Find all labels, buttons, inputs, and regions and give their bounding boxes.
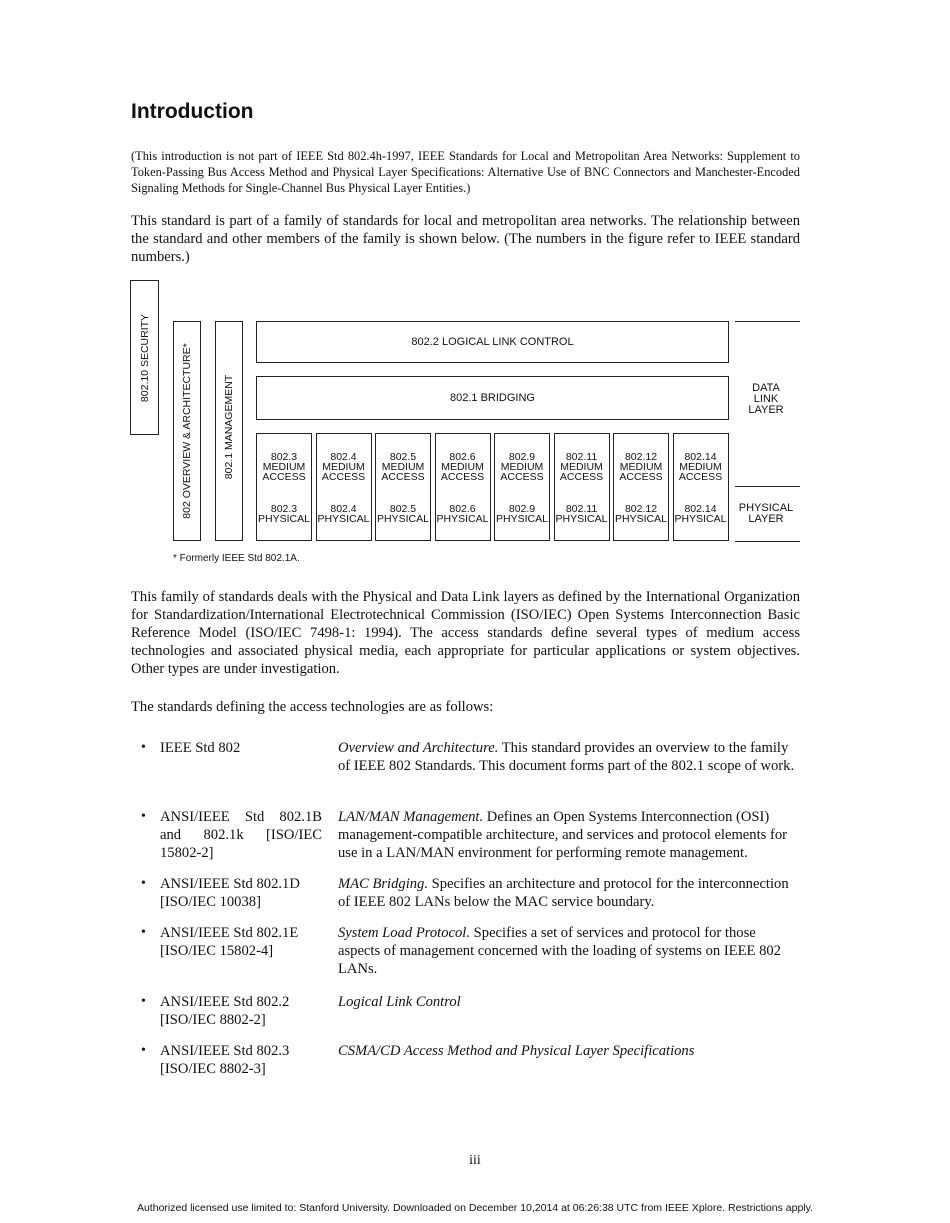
mac-number: 802.5 <box>389 451 417 463</box>
page-number: iii <box>469 1153 481 1168</box>
standard-column <box>613 433 669 541</box>
intro-note: (This introduction is not part of IEEE Std 802.4h-1997, IEEE Standards for Local and Metropolitan Area Networks: Supplement to Token-Passing Bus Access Method and Physical Layer Specifications: Alternative Use of BNC Connectors and Manchester-Encoded Signaling Methods for Single-Channel Bus Physical Layer Entities.) <box>131 149 800 195</box>
mac-number: 802.4 <box>330 451 357 463</box>
llc-box <box>256 321 729 363</box>
mac-label: MEDIUM <box>441 461 484 473</box>
llc-label: 802.2 LOGICAL LINK CONTROL <box>411 336 574 348</box>
bullet: • <box>141 925 146 940</box>
bullet: • <box>141 1043 146 1058</box>
mac-label: ACCESS <box>559 471 604 483</box>
standard-name: ANSI/IEEE Std 802.1B and 802.1k [ISO/IEC 15802-2] <box>160 809 322 861</box>
mac-number: 802.11 <box>565 451 598 463</box>
mac-label: ACCESS <box>678 471 723 483</box>
phy-number: 802.14 <box>684 503 717 515</box>
management-label: 802.1 MANAGEMENT <box>223 374 235 479</box>
follows-paragraph: The standards defining the access technologies are as follows: <box>131 699 494 715</box>
mac-label: ACCESS <box>321 471 366 483</box>
standard-description: Logical Link Control <box>338 994 461 1010</box>
bullet: • <box>141 994 146 1009</box>
phy-label: PHYSICAL <box>377 513 429 525</box>
security-label: 802.10 SECURITY <box>138 313 151 402</box>
standard-description: System Load Protocol. Specifies a set of services and protocol for those aspects of management concerned with the loading of systems on IEEE 802 LANs. <box>338 925 781 977</box>
mac-number: 802.12 <box>624 451 658 463</box>
mac-label: MEDIUM <box>619 461 663 473</box>
deals-paragraph: This family of standards deals with the Physical and Data Link layers as defined by the International Organization for Standardization/International Electrotechnical Commission (ISO/IEC) Open Systems Interconnection Basic Reference Model (ISO/IEC 7498-1: 1994). The access standards define several types of medium access technologies and associated physical media, each appropriate for particular applications or system objectives. Other types are under investigation. <box>131 589 800 677</box>
security-box <box>130 280 159 435</box>
physical-layer-line: PHYSICAL <box>738 502 794 514</box>
phy-label: PHYSICAL <box>615 513 667 525</box>
mac-number: 802.3 <box>270 451 298 463</box>
standard-name: ANSI/IEEE Std 802.2 [ISO/IEC 8802-2] <box>160 994 290 1028</box>
layer-divider-top <box>735 321 800 322</box>
mac-number: 802.14 <box>684 451 717 463</box>
phy-number: 802.11 <box>565 503 598 515</box>
mac-label: MEDIUM <box>560 461 603 473</box>
phy-label: PHYSICAL <box>496 513 548 525</box>
mac-label: ACCESS <box>440 471 485 483</box>
mac-label: MEDIUM <box>381 461 425 473</box>
data-link-layer-line: DATA <box>752 382 780 394</box>
ieee-802-family-diagram <box>0 0 950 600</box>
layer-divider-bottom <box>735 541 800 542</box>
mac-label: ACCESS <box>500 471 544 483</box>
physical-layer-line: LAYER <box>748 513 784 525</box>
mac-number: 802.6 <box>449 451 476 463</box>
bridging-label: 802.1 BRIDGING <box>450 392 535 404</box>
layer-divider-middle <box>735 486 800 487</box>
phy-label: PHYSICAL <box>674 513 727 525</box>
data-link-layer-line: LINK <box>753 393 779 405</box>
data-link-layer-line: LAYER <box>748 404 784 416</box>
phy-number: 802.5 <box>389 503 417 515</box>
bullet: • <box>141 740 146 755</box>
mac-label: MEDIUM <box>500 461 544 473</box>
standard-name: ANSI/IEEE Std 802.1E [ISO/IEC 15802-4] <box>160 925 299 959</box>
bullet: • <box>141 809 146 824</box>
phy-number: 802.12 <box>624 503 658 515</box>
phy-number: 802.6 <box>449 503 476 515</box>
phy-label: PHYSICAL <box>555 513 608 525</box>
phy-label: PHYSICAL <box>317 513 370 525</box>
mac-label: ACCESS <box>619 471 663 483</box>
diagram-footnote: * Formerly IEEE Std 802.1A. <box>173 553 300 564</box>
standard-description: LAN/MAN Management. Defines an Open Systems Interconnection (OSI) management-compatible architecture, and services and protocol elements for use in a LAN/MAN environment for performing remote management. <box>338 809 787 861</box>
overview-box <box>173 321 201 541</box>
standard-column <box>375 433 431 541</box>
mac-label: ACCESS <box>381 471 425 483</box>
mac-number: 802.9 <box>508 451 536 463</box>
data-link-layer-label <box>735 383 797 416</box>
bridging-box <box>256 376 729 420</box>
standard-column <box>554 433 610 541</box>
standard-name: ANSI/IEEE Std 802.3 [ISO/IEC 8802-3] <box>160 1043 290 1077</box>
page-heading: Introduction <box>131 100 254 123</box>
mac-label: ACCESS <box>262 471 306 483</box>
bullet: • <box>141 876 146 891</box>
phy-number: 802.4 <box>330 503 357 515</box>
standard-description: Overview and Architecture. This standard provides an overview to the family of IEEE 802 Standards. This document forms part of the 802.1 scope of work. <box>338 740 795 774</box>
phy-number: 802.3 <box>270 503 298 515</box>
standard-name: ANSI/IEEE Std 802.1D [ISO/IEC 10038] <box>160 876 300 910</box>
standard-description: CSMA/CD Access Method and Physical Layer Specifications <box>338 1043 695 1059</box>
phy-label: PHYSICAL <box>436 513 489 525</box>
standard-name: IEEE Std 802 <box>160 740 241 756</box>
standard-column <box>256 433 312 541</box>
standard-description: MAC Bridging. Specifies an architecture and protocol for the interconnection of IEEE 802 LANs below the MAC service boundary. <box>338 876 789 910</box>
overview-label: 802 OVERVIEW & ARCHITECTURE* <box>181 343 193 519</box>
standard-column <box>435 433 491 541</box>
standard-column <box>494 433 550 541</box>
license-footer: Authorized licensed use limited to: Stanford University. Downloaded on December 10,2014 at 06:26:38 UTC from IEEE Xplore. Restrictions apply. <box>136 1202 814 1214</box>
management-box <box>215 321 243 541</box>
standard-column <box>673 433 729 541</box>
standard-column <box>316 433 372 541</box>
mac-label: MEDIUM <box>262 461 306 473</box>
family-paragraph: This standard is part of a family of standards for local and metropolitan area networks. The relationship between the standard and other members of the family is shown below. (The numbers in the figure refer to IEEE standard numbers.) <box>131 213 800 265</box>
mac-label: MEDIUM <box>679 461 722 473</box>
phy-label: PHYSICAL <box>258 513 310 525</box>
physical-layer-label <box>735 503 797 525</box>
phy-number: 802.9 <box>508 503 536 515</box>
mac-label: MEDIUM <box>322 461 365 473</box>
